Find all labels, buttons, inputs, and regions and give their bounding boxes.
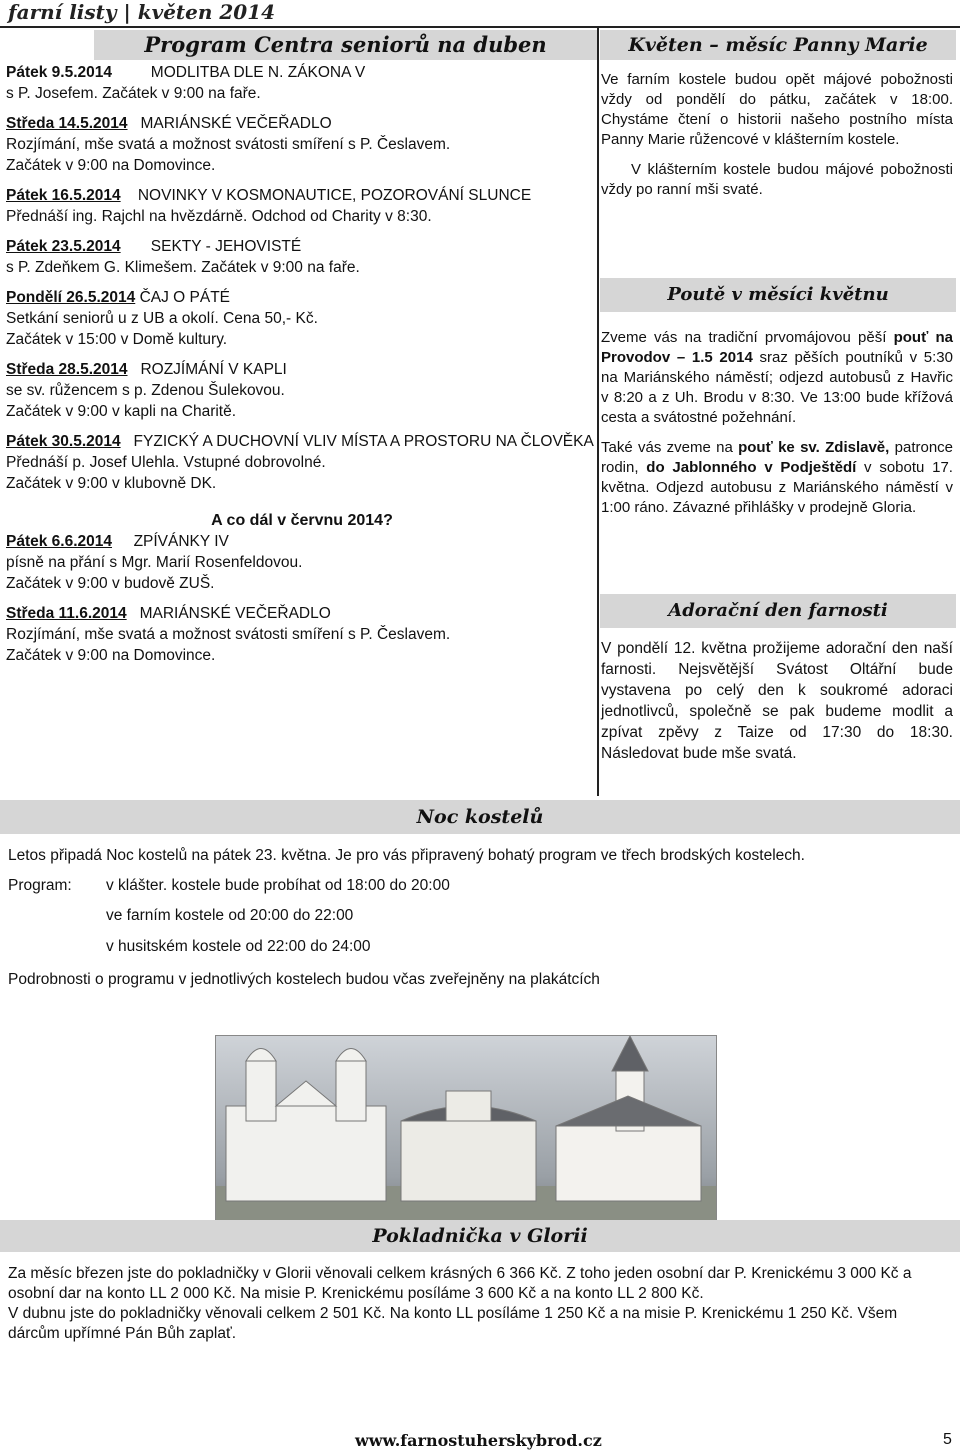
churches-photo xyxy=(215,1035,717,1237)
pokladnicka-title: Pokladnička v Glorii xyxy=(372,1225,588,1247)
entry-title: ČAJ O PÁTÉ xyxy=(139,289,230,306)
text-run: sraz pěších poutníků v 5:30 na Mariánského náměstí; odjezd autobusů z Havřic v 8:20 a z Uh. Brodu v 8:30. Ve 13:00 bude křížová cesta a svátostné požehnání. xyxy=(601,349,953,426)
entry-date: Pátek 9.5.2014 xyxy=(6,64,113,81)
noc-title: Noc kostelů xyxy=(416,806,544,828)
header-rule xyxy=(0,26,960,28)
entry-line: Setkání seniorů u z UB a okolí. Cena 50,- Kč. xyxy=(6,310,318,327)
entry-title: SEKTY - JEHOVISTÉ xyxy=(150,238,302,255)
entry-date: Pátek 6.6.2014 xyxy=(6,533,113,550)
adorace-text xyxy=(601,638,953,764)
entry-line: s P. Josefem. Začátek v 9:00 na faře. xyxy=(6,85,261,102)
program-entry xyxy=(6,62,598,104)
text-run: patronce rodin, xyxy=(601,439,954,476)
kveten-paragraph: Ve farním kostele budou opět májové pobožnosti vždy od pondělí do pátku, začátek v 18:00. Chystáme čtení o historii našeho postního místa Panny Marie růžencové v klášterním kostele. xyxy=(601,71,953,148)
pokladnicka-text xyxy=(8,1264,953,1344)
pouti-title-band xyxy=(600,278,956,312)
entry-title: MODLITBA DLE N. ZÁKONA V xyxy=(150,64,366,81)
noc-intro: Letos připadá Noc kostelů na pátek 23. května. Je pro vás připravený bohatý program ve třech brodských kostelech. xyxy=(8,847,805,864)
entry-title: FYZICKÝ A DUCHOVNÍ VLIV MÍSTA A PROSTORU NA ČLOVĚKA xyxy=(133,433,594,450)
pouti-paragraph xyxy=(601,438,953,518)
noc-program-item: v klášter. kostele bude probíhat od 18:00 do 20:00 xyxy=(106,877,450,894)
noc-program xyxy=(8,876,953,968)
pokladnicka-paragraph: Za měsíc březen jste do pokladničky v Glorii věnovali celkem krásných 6 366 Kč. Z toho jeden osobní dar P. Krenickému 3 000 Kč a osobní dar na konto LL 2 000 Kč. Na misie P. Krenickému posíláme 3 600 Kč a na konto LL 2 800 Kč. xyxy=(8,1265,912,1302)
kveten-title: Květen – měsíc Panny Marie xyxy=(628,34,928,56)
pokladnicka-paragraph: V dubnu jste do pokladničky věnovali celkem 2 501 Kč. Na konto LL posíláme 1 250 Kč a na misie P. Krenickému 1 250 Kč. Všem dárcům upřímné Pán Bůh zaplať. xyxy=(8,1305,898,1342)
noc-title-band xyxy=(0,800,960,834)
text-run: v sobotu 17. května. Odjezd autobusu z Mariánského náměstí v 1:00 ráno. Závazné přihlášky v prodejně Gloria. xyxy=(601,459,953,516)
entry-date: Středa 14.5.2014 xyxy=(6,115,128,132)
noc-program-item: v husitském kostele od 22:00 do 24:00 xyxy=(106,938,371,955)
program-entry xyxy=(6,603,598,666)
footer-url[interactable]: www.farnostuherskybrod.cz xyxy=(355,1431,602,1450)
column-divider xyxy=(597,28,599,796)
entry-date: Středa 11.6.2014 xyxy=(6,605,127,622)
adorace-title: Adorační den farnosti xyxy=(668,600,888,621)
entry-date: Pátek 30.5.2014 xyxy=(6,433,121,450)
page-number: 5 xyxy=(943,1431,952,1448)
church-left xyxy=(226,1049,386,1202)
noc-text xyxy=(8,846,953,990)
entry-title: ZPÍVÁNKY IV xyxy=(133,533,229,550)
text-run: Zveme vás na tradiční prvomájovou pěší xyxy=(601,329,894,346)
june-title: A co dál v červnu 2014? xyxy=(211,512,393,529)
entry-date: Pátek 16.5.2014 xyxy=(6,187,121,204)
noc-program-item: ve farním kostele od 20:00 do 22:00 xyxy=(106,907,354,924)
entry-line: s P. Zdeňkem G. Klimešem. Začátek v 9:00 na faře. xyxy=(6,259,360,276)
entry-title: MARIÁNSKÉ VEČEŘADLO xyxy=(139,605,331,622)
entry-line: se sv. růžencem s p. Zdenou Šulekovou. xyxy=(6,382,285,399)
entry-date: Středa 28.5.2014 xyxy=(6,361,128,378)
program-title-band xyxy=(94,30,597,60)
entry-line: písně na přání s Mgr. Marií Rosenfeldovou. xyxy=(6,554,303,571)
kveten-paragraph: V klášterním kostele budou májové pobožnosti vždy po ranní mši svaté. xyxy=(601,161,953,198)
entry-line: Začátek v 9:00 v kapli na Charitě. xyxy=(6,403,237,420)
pouti-title: Poutě v měsíci květnu xyxy=(667,284,889,305)
churches-illustration xyxy=(216,1036,716,1236)
text-run: do Jablonného v Podještědí xyxy=(646,459,857,476)
entry-line: Začátek v 9:00 v klubovně DK. xyxy=(6,475,217,492)
church-center xyxy=(401,1091,536,1201)
noc-program-label: Program: xyxy=(8,877,72,894)
program-entry xyxy=(6,431,598,494)
program-entry xyxy=(6,287,598,350)
entry-date: Pondělí 26.5.2014 xyxy=(6,289,136,306)
program-entry xyxy=(6,185,598,227)
text-run: Také vás zveme na xyxy=(601,439,739,456)
entry-line: Začátek v 9:00 v budově ZUŠ. xyxy=(6,575,215,592)
church-right xyxy=(556,1036,701,1201)
pokladnicka-title-band xyxy=(0,1220,960,1252)
entry-title: MARIÁNSKÉ VEČEŘADLO xyxy=(140,115,332,132)
program-list xyxy=(6,62,598,675)
entry-line: Přednáší p. Josef Ulehla. Vstupné dobrovolné. xyxy=(6,454,326,471)
program-title: Program Centra seniorů na duben xyxy=(144,32,547,57)
program-entry xyxy=(6,531,598,594)
entry-line: Začátek v 9:00 na Domovince. xyxy=(6,647,216,664)
program-entry xyxy=(6,359,598,422)
entry-line: Přednáší ing. Rajchl na hvězdárně. Odchod od Charity v 8:30. xyxy=(6,208,432,225)
adorace-paragraph: V pondělí 12. května prožijeme adorační den naší farnosti. Nejsvětější Svátost Oltářní bude vystavena po celý den k soukromé adoraci jednotlivců, společně se pak budeme modlit a zpívat zpěvy z Taize od 17:30 do 18:30. Následovat bude mše svatá. xyxy=(601,640,953,762)
entry-date: Pátek 23.5.2014 xyxy=(6,238,121,255)
text-run: pouť na Provodov – 1.5 2014 xyxy=(601,329,953,366)
kveten-text xyxy=(601,70,953,200)
entry-line: Začátek v 9:00 na Domovince. xyxy=(6,157,216,174)
entry-line: Rozjímání, mše svatá a možnost svátosti smíření s P. Česlavem. xyxy=(6,136,451,153)
adorace-title-band xyxy=(600,594,956,628)
noc-outro: Podrobnosti o programu v jednotlivých kostelech budou včas zveřejněny na plakátcích xyxy=(8,971,600,988)
pouti-paragraph xyxy=(601,328,953,428)
page-header-title: farní listy | květen 2014 xyxy=(8,0,276,24)
program-entry xyxy=(6,113,598,176)
entry-title: ROZJÍMÁNÍ V KAPLI xyxy=(140,361,287,378)
pouti-text xyxy=(601,328,953,518)
entry-line: Rozjímání, mše svatá a možnost svátosti smíření s P. Česlavem. xyxy=(6,626,451,643)
program-entry xyxy=(6,236,598,278)
text-run: pouť ke sv. Zdislavě, xyxy=(738,439,890,456)
entry-title: NOVINKY V KOSMONAUTICE, POZOROVÁNÍ SLUNCE xyxy=(137,187,532,204)
entry-line: Začátek v 15:00 v Domě kultury. xyxy=(6,331,228,348)
kveten-title-band xyxy=(600,30,956,60)
